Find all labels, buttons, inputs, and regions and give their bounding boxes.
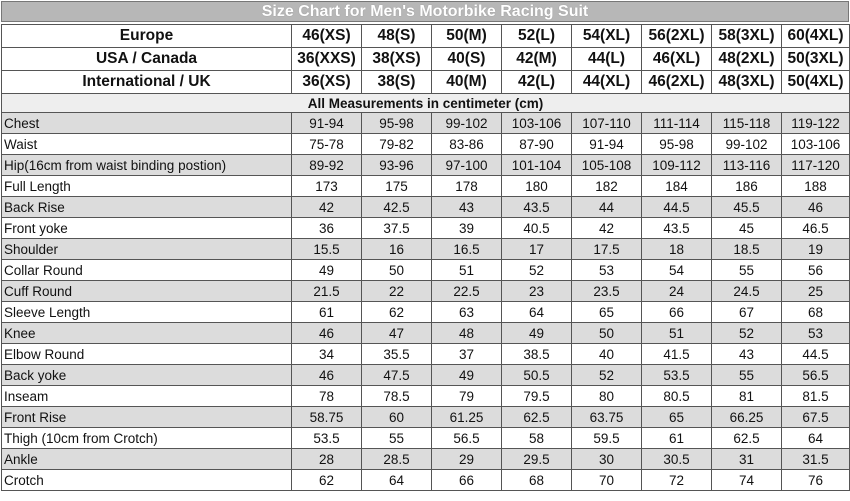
measurement-value: 65 (642, 407, 712, 428)
measurement-value: 54 (642, 260, 712, 281)
measurement-value: 42 (292, 197, 362, 218)
measurement-value: 35.5 (362, 344, 432, 365)
measurement-value: 99-102 (432, 113, 502, 134)
measurement-value: 173 (292, 176, 362, 197)
measurement-label: Crotch (2, 470, 292, 491)
measurement-value: 62 (362, 302, 432, 323)
measurement-value: 180 (502, 176, 572, 197)
measurement-value: 60 (362, 407, 432, 428)
size-label-cell: 46(2XL) (642, 71, 712, 94)
size-label-cell: 50(M) (432, 25, 502, 48)
measurement-value: 23.5 (572, 281, 642, 302)
measurement-row (2, 260, 850, 281)
measurement-value: 67.5 (782, 407, 850, 428)
size-system-label: USA / Canada (2, 48, 292, 71)
measurement-value: 56.5 (782, 365, 850, 386)
measurement-value: 59.5 (572, 428, 642, 449)
measurement-label: Front yoke (2, 218, 292, 239)
measurement-value: 18 (642, 239, 712, 260)
measurement-value: 45 (712, 218, 782, 239)
measurement-value: 67 (712, 302, 782, 323)
measurement-value: 16 (362, 239, 432, 260)
measurement-value: 44 (572, 197, 642, 218)
measurement-value: 43.5 (502, 197, 572, 218)
measurement-value: 61 (292, 302, 362, 323)
measurement-value: 78 (292, 386, 362, 407)
measurement-label: Waist (2, 134, 292, 155)
measurement-value: 66 (642, 302, 712, 323)
measurement-value: 48 (432, 323, 502, 344)
measurement-label: Elbow Round (2, 344, 292, 365)
measurement-value: 29 (432, 449, 502, 470)
measurement-value: 18.5 (712, 239, 782, 260)
measurement-value: 16.5 (432, 239, 502, 260)
measurement-value: 21.5 (292, 281, 362, 302)
measurement-label: Sleeve Length (2, 302, 292, 323)
size-label-cell: 40(M) (432, 71, 502, 94)
size-system-row (2, 71, 850, 94)
size-table (1, 24, 850, 491)
measurement-value: 66 (432, 470, 502, 491)
size-label-cell: 40(S) (432, 48, 502, 71)
measurement-value: 61 (642, 428, 712, 449)
measurement-value: 78.5 (362, 386, 432, 407)
measurement-value: 46 (782, 197, 850, 218)
measurement-value: 55 (362, 428, 432, 449)
measurement-value: 19 (782, 239, 850, 260)
measurement-value: 79 (432, 386, 502, 407)
measurement-value: 74 (712, 470, 782, 491)
measurement-value: 111-114 (642, 113, 712, 134)
measurement-value: 38.5 (502, 344, 572, 365)
measurement-value: 76 (782, 470, 850, 491)
measurement-label: Inseam (2, 386, 292, 407)
measurement-label: Back yoke (2, 365, 292, 386)
measurement-value: 186 (712, 176, 782, 197)
measurement-value: 80 (572, 386, 642, 407)
measurement-label: Back Rise (2, 197, 292, 218)
measurement-row (2, 323, 850, 344)
size-label-cell: 52(L) (502, 25, 572, 48)
measurement-value: 45.5 (712, 197, 782, 218)
measurement-value: 103-106 (782, 134, 850, 155)
measurement-value: 30.5 (642, 449, 712, 470)
measurement-value: 91-94 (572, 134, 642, 155)
measurement-value: 83-86 (432, 134, 502, 155)
size-label-cell: 48(S) (362, 25, 432, 48)
measurement-value: 91-94 (292, 113, 362, 134)
measurement-value: 53 (782, 323, 850, 344)
measurement-value: 56.5 (432, 428, 502, 449)
measurement-value: 97-100 (432, 155, 502, 176)
measurement-row (2, 155, 850, 176)
measurement-row (2, 386, 850, 407)
measurement-row (2, 113, 850, 134)
measurement-label: Ankle (2, 449, 292, 470)
measurement-value: 103-106 (502, 113, 572, 134)
measurement-value: 68 (782, 302, 850, 323)
size-system-row (2, 25, 850, 48)
size-system-row (2, 48, 850, 71)
measurement-value: 44.5 (782, 344, 850, 365)
measurement-value: 79.5 (502, 386, 572, 407)
measurement-value: 184 (642, 176, 712, 197)
measurement-row (2, 470, 850, 491)
measurement-value: 182 (572, 176, 642, 197)
size-label-cell: 42(L) (502, 71, 572, 94)
size-system-label: Europe (2, 25, 292, 48)
measurement-label: Full Length (2, 176, 292, 197)
measurement-value: 51 (432, 260, 502, 281)
measurement-value: 87-90 (502, 134, 572, 155)
measurement-value: 22 (362, 281, 432, 302)
measurement-row (2, 449, 850, 470)
measurement-value: 70 (572, 470, 642, 491)
measurement-value: 22.5 (432, 281, 502, 302)
measurement-value: 43 (432, 197, 502, 218)
size-label-cell: 36(XXS) (292, 48, 362, 71)
measurement-value: 99-102 (712, 134, 782, 155)
measurement-value: 178 (432, 176, 502, 197)
measurement-value: 28.5 (362, 449, 432, 470)
measurement-value: 61.25 (432, 407, 502, 428)
size-label-cell: 58(3XL) (712, 25, 782, 48)
measurement-value: 75-78 (292, 134, 362, 155)
measurement-label: Front Rise (2, 407, 292, 428)
measurement-value: 53.5 (642, 365, 712, 386)
size-label-cell: 50(4XL) (782, 71, 850, 94)
measurement-value: 37.5 (362, 218, 432, 239)
units-note: All Measurements in centimeter (cm) (2, 94, 850, 113)
measurement-value: 17 (502, 239, 572, 260)
size-label-cell: 48(2XL) (712, 48, 782, 71)
measurement-label: Thigh (10cm from Crotch) (2, 428, 292, 449)
measurement-value: 55 (712, 365, 782, 386)
measurement-value: 62.5 (502, 407, 572, 428)
measurement-value: 52 (712, 323, 782, 344)
measurement-value: 40 (572, 344, 642, 365)
measurement-value: 79-82 (362, 134, 432, 155)
measurement-value: 52 (572, 365, 642, 386)
size-system-label: International / UK (2, 71, 292, 94)
measurement-value: 56 (782, 260, 850, 281)
measurement-value: 80.5 (642, 386, 712, 407)
measurement-value: 42.5 (362, 197, 432, 218)
measurement-value: 68 (502, 470, 572, 491)
measurement-value: 17.5 (572, 239, 642, 260)
measurement-value: 47 (362, 323, 432, 344)
measurement-value: 64 (782, 428, 850, 449)
measurement-value: 95-98 (642, 134, 712, 155)
measurement-value: 15.5 (292, 239, 362, 260)
measurement-value: 24.5 (712, 281, 782, 302)
measurement-value: 50 (362, 260, 432, 281)
measurement-value: 50.5 (502, 365, 572, 386)
size-label-cell: 54(XL) (572, 25, 642, 48)
measurement-value: 89-92 (292, 155, 362, 176)
measurement-value: 81 (712, 386, 782, 407)
size-label-cell: 56(2XL) (642, 25, 712, 48)
measurement-value: 72 (642, 470, 712, 491)
measurement-value: 107-110 (572, 113, 642, 134)
size-label-cell: 38(XS) (362, 48, 432, 71)
measurement-value: 66.25 (712, 407, 782, 428)
measurement-row (2, 134, 850, 155)
measurement-value: 49 (432, 365, 502, 386)
measurement-value: 50 (572, 323, 642, 344)
size-label-cell: 60(4XL) (782, 25, 850, 48)
measurement-value: 23 (502, 281, 572, 302)
measurement-value: 51 (642, 323, 712, 344)
measurement-value: 43 (712, 344, 782, 365)
measurement-value: 93-96 (362, 155, 432, 176)
measurement-value: 63 (432, 302, 502, 323)
chart-title: Size Chart for Men's Motorbike Racing Suit (1, 1, 849, 22)
measurement-value: 31.5 (782, 449, 850, 470)
measurement-row (2, 344, 850, 365)
measurement-value: 62 (292, 470, 362, 491)
measurement-value: 117-120 (782, 155, 850, 176)
size-label-cell: 48(3XL) (712, 71, 782, 94)
measurement-value: 41.5 (642, 344, 712, 365)
measurement-value: 175 (362, 176, 432, 197)
measurement-value: 29.5 (502, 449, 572, 470)
size-label-cell: 36(XS) (292, 71, 362, 94)
measurement-value: 28 (292, 449, 362, 470)
size-label-cell: 46(XL) (642, 48, 712, 71)
measurement-value: 62.5 (712, 428, 782, 449)
measurement-row (2, 302, 850, 323)
measurement-value: 46.5 (782, 218, 850, 239)
measurement-value: 30 (572, 449, 642, 470)
measurement-value: 95-98 (362, 113, 432, 134)
measurement-value: 44.5 (642, 197, 712, 218)
measurement-value: 58 (502, 428, 572, 449)
measurement-row (2, 365, 850, 386)
measurement-label: Shoulder (2, 239, 292, 260)
measurement-value: 53.5 (292, 428, 362, 449)
measurement-value: 65 (572, 302, 642, 323)
measurement-value: 39 (432, 218, 502, 239)
measurement-value: 109-112 (642, 155, 712, 176)
measurement-value: 34 (292, 344, 362, 365)
measurement-label: Cuff Round (2, 281, 292, 302)
measurement-value: 64 (362, 470, 432, 491)
size-label-cell: 42(M) (502, 48, 572, 71)
measurement-row (2, 428, 850, 449)
measurement-row (2, 281, 850, 302)
units-row (2, 94, 850, 113)
measurement-value: 46 (292, 323, 362, 344)
measurement-value: 64 (502, 302, 572, 323)
size-label-cell: 46(XS) (292, 25, 362, 48)
measurement-value: 40.5 (502, 218, 572, 239)
measurement-value: 188 (782, 176, 850, 197)
measurement-label: Collar Round (2, 260, 292, 281)
measurement-value: 47.5 (362, 365, 432, 386)
measurement-value: 36 (292, 218, 362, 239)
size-label-cell: 44(L) (572, 48, 642, 71)
measurement-value: 31 (712, 449, 782, 470)
measurement-value: 119-122 (782, 113, 850, 134)
measurement-value: 63.75 (572, 407, 642, 428)
measurement-row (2, 218, 850, 239)
measurement-value: 113-116 (712, 155, 782, 176)
measurement-row (2, 176, 850, 197)
measurement-value: 55 (712, 260, 782, 281)
measurement-value: 46 (292, 365, 362, 386)
size-label-cell: 44(XL) (572, 71, 642, 94)
measurement-row (2, 407, 850, 428)
measurement-label: Hip(16cm from waist binding postion) (2, 155, 292, 176)
measurement-value: 105-108 (572, 155, 642, 176)
measurement-value: 52 (502, 260, 572, 281)
measurement-value: 49 (292, 260, 362, 281)
measurement-row (2, 197, 850, 218)
measurement-label: Chest (2, 113, 292, 134)
size-label-cell: 50(3XL) (782, 48, 850, 71)
measurement-value: 25 (782, 281, 850, 302)
size-label-cell: 38(S) (362, 71, 432, 94)
measurement-value: 24 (642, 281, 712, 302)
measurement-row (2, 239, 850, 260)
measurement-value: 115-118 (712, 113, 782, 134)
measurement-value: 43.5 (642, 218, 712, 239)
measurement-value: 101-104 (502, 155, 572, 176)
measurement-value: 37 (432, 344, 502, 365)
measurement-value: 58.75 (292, 407, 362, 428)
measurement-value: 49 (502, 323, 572, 344)
measurement-value: 81.5 (782, 386, 850, 407)
measurement-value: 53 (572, 260, 642, 281)
measurement-label: Knee (2, 323, 292, 344)
measurement-value: 42 (572, 218, 642, 239)
